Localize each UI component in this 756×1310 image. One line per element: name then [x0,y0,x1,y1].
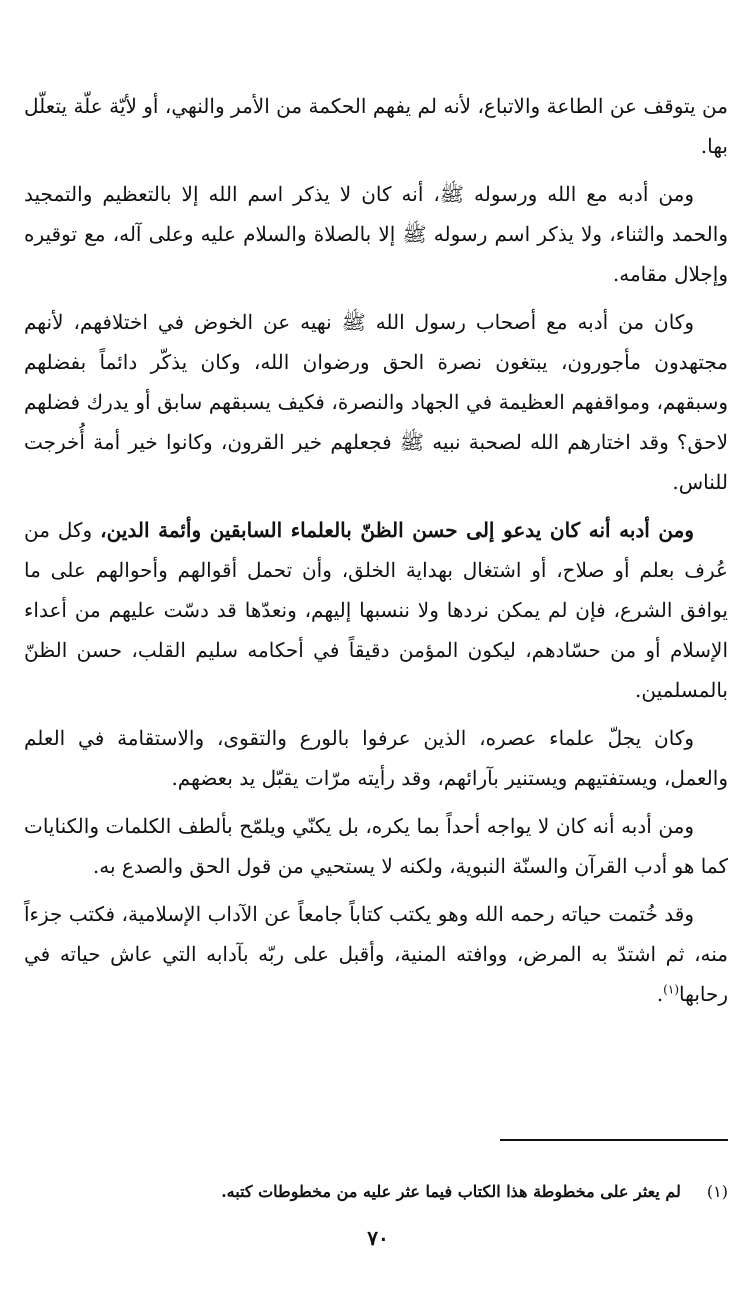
footnote-text: لم يعثر على مخطوطة هذا الكتاب فيما عثر عليه من مخطوطات كتبه. [221,1182,681,1201]
footnote [28,1180,728,1204]
paragraph-6-text: ومن أدبه أنه كان لا يواجه أحداً بما يكره، بل يكنّي ويلمّح بألطف الكلمات والكنايات كما هو أدب القرآن والسنّة النبوية، ولكنه لا يستحيي من قول الحق والصدع به. [24,814,728,878]
paragraph-6 [24,806,728,886]
paragraph-5-text: وكان يجلّ علماء عصره، الذين عرفوا بالورع والتقوى، والاستقامة في العلم والعمل، ويستفتيهم ويستنير بآرائهم، وقد رأيته مرّات يقبّل يد بعضهم. [24,726,728,790]
paragraph-4-lead: ومن أدبه أنه كان يدعو إلى حسن الظنّ بالعلماء السابقين وأئمة الدين، [100,518,694,542]
paragraph-1 [24,86,728,166]
page-body [24,86,728,1022]
footnote-marker: (١) [663,982,679,997]
paragraph-3 [24,302,728,502]
paragraph-7 [24,894,728,1014]
footnote-number: (١) [706,1182,728,1201]
paragraph-4-text: وكل من عُرف بعلم أو صلاح، أو اشتغال بهداية الخلق، وأن تحمل أقوالهم وأحوالهم على ما يوافق الشرع، فإن لم يمكن نردها ولا ننسبها إليهم، ونعدّها قد دسّت عليهم من أعداء الإسلام أو من حسّادهم، ليكون المؤمن دقيقاً في أحكامه سليم القلب، حسن الظنّ بالمسلمين. [24,518,728,702]
paragraph-5 [24,718,728,798]
paragraph-7-text: وقد خُتمت حياته رحمه الله وهو يكتب كتاباً جامعاً عن الآداب الإسلامية، فكتب جزءاً منه، ثم اشتدّ به المرض، ووافته المنية، وأقبل على ربّه بآدابه التي عاش حياته في رحابها [24,902,728,1006]
paragraph-3-text: وكان من أدبه مع أصحاب رسول الله ﷺ نهيه عن الخوض في اختلافهم، لأنهم مجتهدون مأجورون، يبتغون نصرة الحق ورضوان الله، وكان يذكّر دائماً بفضلهم وسبقهم، ومواقفهم العظيمة في الجهاد والنصرة، فكيف يسبقهم سابق أو يدرك فضلهم لاحق؟ وقد اختارهم الله لصحبة نبيه ﷺ فجعلهم خير القرون، وكانوا خير أمة أُخرجت للناس. [24,310,728,494]
page-number: ٧٠ [367,1226,389,1250]
paragraph-4 [24,510,728,710]
paragraph-2 [24,174,728,294]
paragraph-2-text: ومن أدبه مع الله ورسوله ﷺ، أنه كان لا يذكر اسم الله إلا بالتعظيم والتمجيد والحمد والثناء، ولا يذكر اسم رسوله ﷺ إلا بالصلاة والسلام عليه وعلى آله، مع توقيره وإجلال مقامه. [24,182,728,286]
paragraph-7-end: . [656,982,664,1006]
footnote-divider [500,1139,728,1141]
paragraph-1-text: من يتوقف عن الطاعة والاتباع، لأنه لم يفهم الحكمة من الأمر والنهي، أو لأيّة علّة يتعلّل بها. [24,94,728,158]
